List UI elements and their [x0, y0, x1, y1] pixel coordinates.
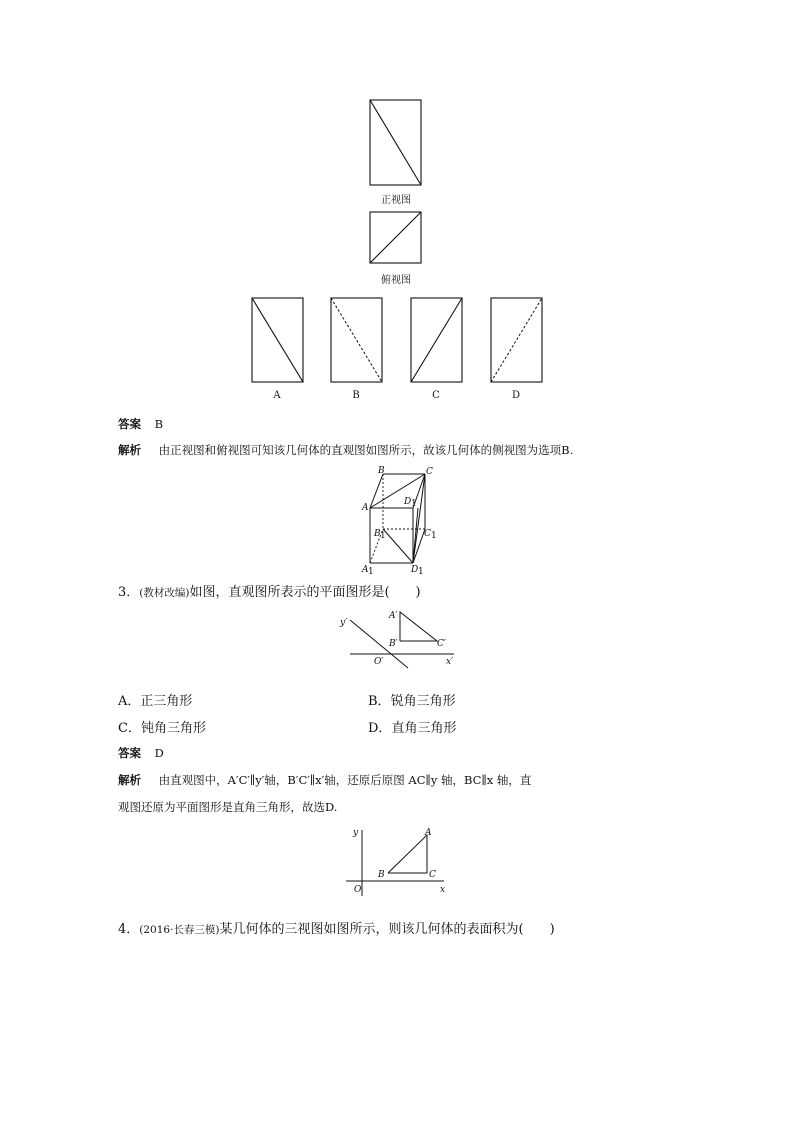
front-view-figure — [369, 99, 423, 187]
q3-option-c-text: 钝角三角形 — [140, 721, 206, 736]
q3-fig-label-y: y′ — [340, 618, 348, 628]
option-a-view — [251, 297, 305, 385]
q3-fig2-label-o: O — [354, 885, 362, 895]
q3-option-a — [118, 690, 192, 709]
q2-analysis-label: 解析 — [118, 443, 141, 457]
q3-option-d — [368, 717, 456, 736]
cube-label-a1-sub: 1 — [368, 567, 374, 577]
option-c-label: C — [432, 390, 440, 401]
q3-fig-label-a: A′ — [389, 611, 398, 621]
q2-analysis-text: 由正视图和俯视图可知该几何体的直观图如图所示，故该几何体的侧视图为选项B. — [158, 443, 574, 457]
q3-option-b — [368, 690, 456, 709]
top-view-figure — [369, 211, 423, 265]
q4-number: 4． — [118, 922, 140, 937]
cube-diagram — [360, 466, 440, 578]
option-c-view — [410, 297, 464, 385]
cube-label-b1: B — [374, 529, 381, 539]
q3-option-b-key: B． — [368, 694, 391, 709]
q3-question-text: 如图，直观图所表示的平面图形是( ) — [189, 585, 421, 600]
cube-label-b: B — [378, 466, 385, 476]
option-d-view — [490, 297, 544, 385]
cube-label-c1-sub: 1 — [431, 531, 437, 541]
q3-restored-figure — [344, 826, 448, 896]
front-view-caption: 正视图 — [381, 195, 411, 206]
q3-option-b-text: 锐角三角形 — [390, 694, 456, 709]
cube-label-d1-top: D — [404, 497, 412, 507]
q3-number: 3． — [118, 585, 140, 600]
q3-option-d-text: 直角三角形 — [391, 721, 457, 736]
q3-option-d-key: D． — [368, 721, 392, 736]
q3-answer-label: 答案 — [118, 746, 141, 760]
q3-analysis-text-1: 由直观图中，A′C′∥y′轴，B′C′∥x′轴，还原后原图 AC∥y 轴，BC∥x 轴，直 — [158, 773, 532, 787]
cube-label-c1: C — [424, 529, 431, 539]
q3-fig-label-x: x′ — [446, 657, 454, 667]
q3-question — [118, 581, 421, 600]
q4-source: (2016·长春三模) — [139, 924, 220, 936]
q3-fig2-label-x: x — [440, 885, 446, 895]
q2-analysis — [118, 442, 573, 458]
option-b-view — [330, 297, 384, 385]
option-b-label: B — [352, 390, 360, 401]
q4-question — [118, 918, 555, 937]
top-view-caption: 俯视图 — [381, 275, 411, 286]
q3-option-a-text: 正三角形 — [140, 694, 193, 709]
q3-answer — [118, 745, 164, 761]
cube-label-d1-top-sub: 1 — [411, 499, 417, 509]
cube-label-a1: A — [362, 565, 369, 575]
q3-fig-label-o: O′ — [374, 657, 384, 667]
cube-label-c: C — [426, 467, 433, 477]
q3-fig2-label-b: B — [378, 870, 385, 880]
q3-answer-value: D — [154, 746, 164, 760]
q3-fig2-label-c: C — [429, 870, 436, 880]
q2-answer — [118, 416, 163, 432]
q3-option-c — [118, 717, 206, 736]
q3-fig2-label-a: A — [425, 828, 432, 838]
q3-analysis-label: 解析 — [118, 773, 141, 787]
q3-option-c-key: C． — [118, 721, 141, 736]
option-d-label: D — [511, 390, 521, 401]
cube-label-d1-sub: 1 — [418, 567, 424, 577]
q3-fig-label-c: C′ — [437, 639, 446, 649]
q3-fig2-label-y: y — [353, 828, 359, 838]
q3-oblique-figure — [338, 606, 462, 668]
q3-analysis-line2: 观图还原为平面图形是直角三角形，故选D. — [118, 800, 338, 814]
option-a-label: A — [273, 390, 281, 401]
q2-answer-value: B — [154, 417, 164, 431]
cube-label-a: A — [362, 503, 369, 513]
q2-answer-label: 答案 — [118, 417, 141, 431]
q3-source: (教材改编) — [139, 587, 190, 599]
q3-fig-label-b: B′ — [389, 639, 398, 649]
q4-question-text: 某几何体的三视图如图所示，则该几何体的表面积为( ) — [219, 922, 555, 937]
cube-label-d1: D — [411, 565, 419, 575]
q3-option-a-key: A． — [118, 694, 141, 709]
q3-analysis-line1 — [118, 772, 531, 788]
cube-label-b1-sub: 1 — [380, 531, 386, 541]
